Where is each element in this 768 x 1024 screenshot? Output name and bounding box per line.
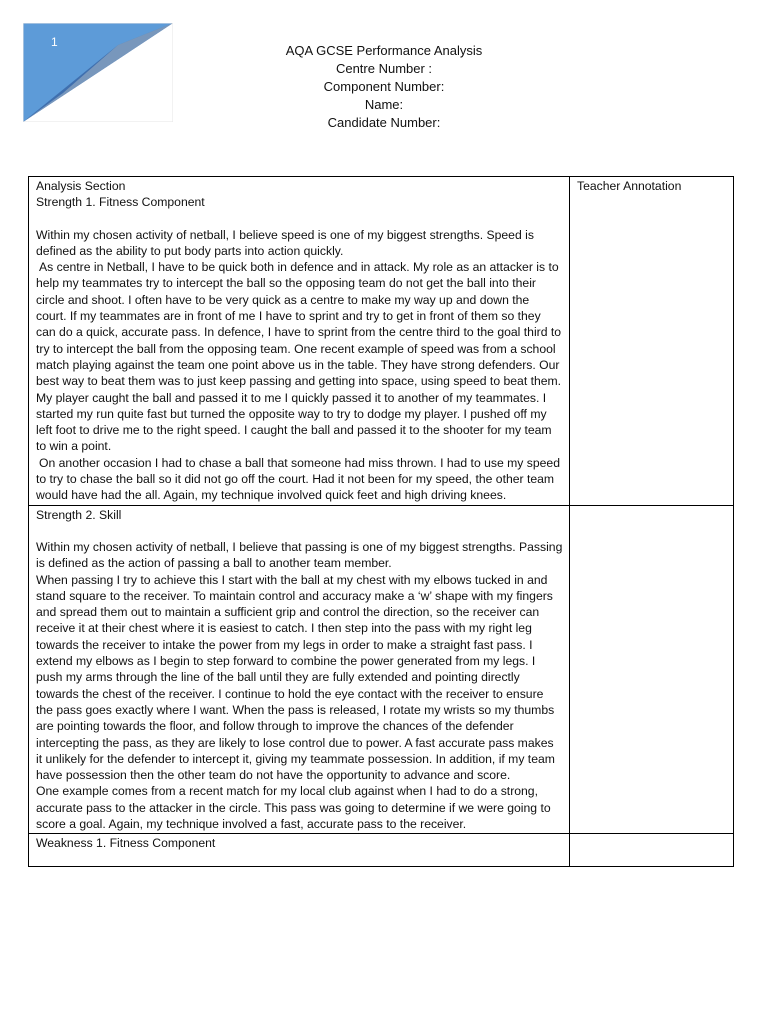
strength2-heading: Strength 2. Skill [36,507,122,522]
analysis-table [28,176,734,867]
strength2-paragraph: Within my chosen activity of netball, I believe that passing is one of my biggest strengths. Passing is defined as the action of passing a ball to another team member. [36,539,563,571]
teacher-annotation-cell[interactable] [570,177,734,506]
header-centre-number: Centre Number : [335,61,433,76]
strength2-paragraph: When passing I try to achieve this I start with the ball at my chest with my elbows tucked in and stand square to the receiver. To maintain control and accuracy make a ‘w’ shape with my fingers and spread them out to maintain a sufficient grip and control the direction, so the receiver can receive it at their chest where it is easiest to catch. I then step into the pass with my right leg towards the receiver to intake the power from my legs in order to make a straight fast pass. I extend my elbows as I begin to step forward to combine the power generated from my legs. I push my arms through the line of the ball until they are fully extended and pointing directly towards the chest of the receiver. I continue to hold the eye contact with the receiver to ensure the pass goes exactly where I want. When the pass is released, I rotate my wrists so my thumbs are pointing towards the floor, and follow through to improve the chances of the defender intercepting the pass, as they are likely to lose control due to power. A fast accurate pass makes it unlikely for the defender to intercept it, giving my teammate possession. In addition, if my team have possession then the other team do not have the opportunity to advance and score. [36,572,555,783]
weakness1-cell [29,834,570,867]
strength2-cell [29,505,570,834]
page-number: 1 [51,35,58,49]
teacher-annotation-cell[interactable] [570,505,734,834]
analysis-section-title: Analysis Section [36,179,126,193]
strength1-paragraph: Within my chosen activity of netball, I believe speed is one of my biggest strengths. Speed is defined as the ability to put body parts into action quickly. [36,227,534,258]
header-title: AQA GCSE Performance Analysis [285,43,483,58]
teacher-annotation-header: Teacher Annotation [577,179,682,193]
strength1-heading: Strength 1. Fitness Component [36,195,205,210]
strength1-cell [29,177,570,506]
header-candidate-number: Candidate Number: [327,115,441,130]
strength1-paragraph: On another occasion I had to chase a ball that someone had miss thrown. I had to use my speed to try to chase the ball so it did not go off the court. Had it not been for my speed, the other team would have had the all. Again, my technique involved quick feet and high driving knees. [36,455,560,503]
table-row [29,177,734,506]
weakness1-heading: Weakness 1. Fitness Component [36,836,216,851]
header-name: Name: [364,97,404,112]
table-row [29,505,734,834]
strength2-paragraph: One example comes from a recent match for my local club against when I had to do a strong, accurate pass to the attacker in the circle. This pass was going to determine if we were going to score a goal. Again, my technique involved a fast, accurate pass to the receiver. [36,784,551,831]
document-header [0,42,768,132]
header-component-number: Component Number: [323,79,445,94]
strength1-paragraph: As centre in Netball, I have to be quick both in defence and in attack. My role as an attacker is to help my teammates try to intercept the ball so the opposing team do not get the ball into their circle and shoot. I often have to be very quick as a centre to make my way up and down the court. If my teammates are in front of me I have to sprint and try to get in front of them so they can do a quick, accurate pass. In defence, I have to sprint from the centre third to the goal third to try to intercept the ball from the opposing team. One recent example of speed was from a school match playing against the team one point above us in the table. They have strong defenders. Our best way to beat them was to just keep passing and getting into space, using speed to beat them. My player caught the ball and passed it to me I quickly passed it to another of my teammates. I started my run quite fast but turned the opposite way to try to dodge my player. I pushed off my left foot to drive me to the right speed. I caught the ball and passed it to the shooter for my team to win a point. [36,260,562,454]
table-row [29,834,734,867]
teacher-annotation-cell[interactable] [570,834,734,867]
